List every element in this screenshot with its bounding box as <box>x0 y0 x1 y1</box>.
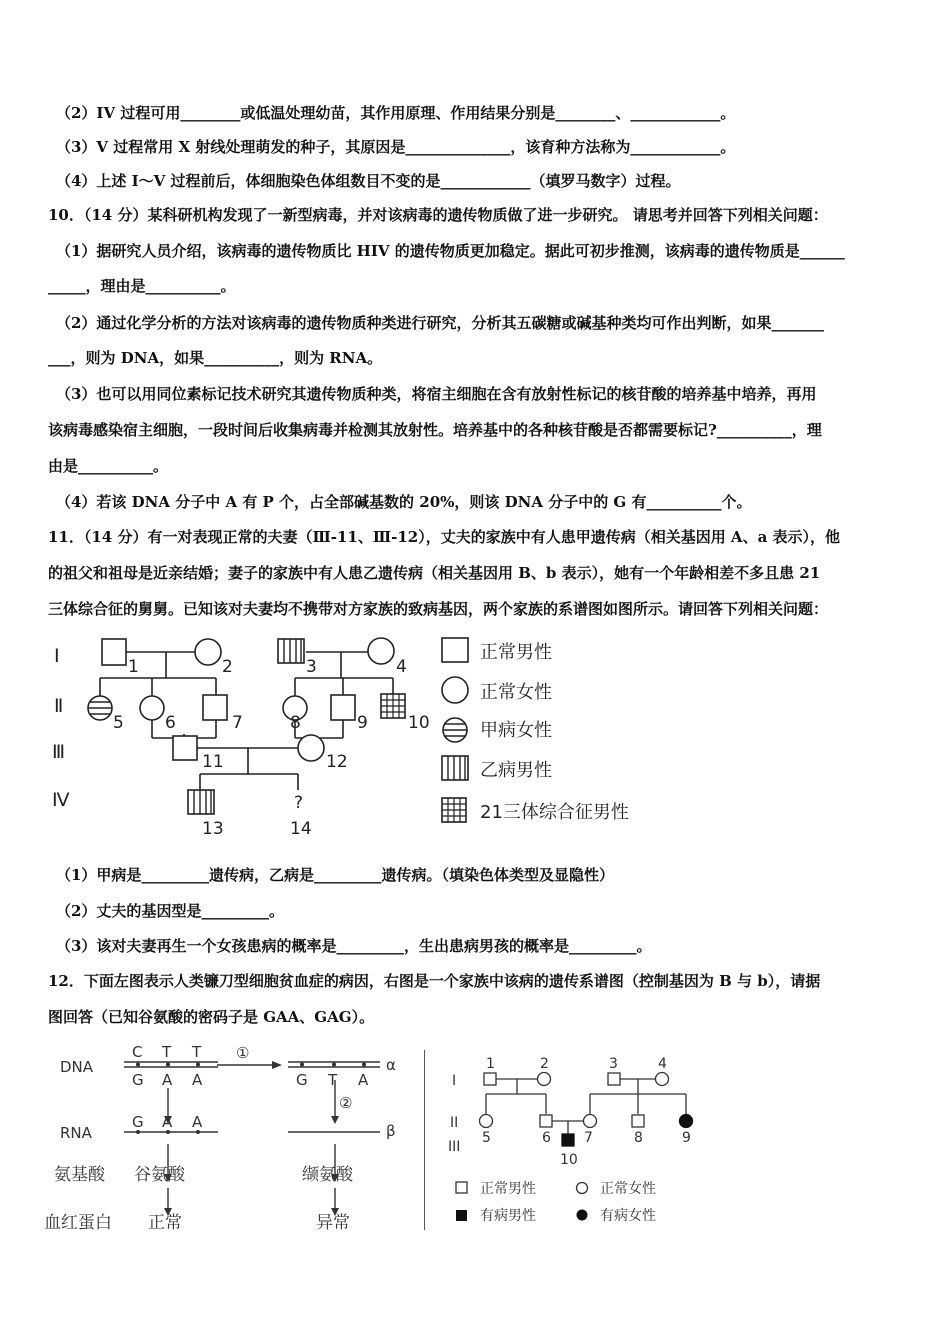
generation-label: I <box>452 1073 457 1089</box>
individual-5-normal-female <box>480 1115 493 1128</box>
base: G <box>132 1071 144 1089</box>
legend-disease-b-male-symbol <box>442 756 468 780</box>
question-10-heading: 10．（14 分）某科研机构发现了一新型病毒，并对该病毒的遗传物质做了进一步研究。 请思考并回答下列相关问题： <box>48 206 828 224</box>
text-line: （4）上述 I～V 过程前后，体细胞染色体组数目不变的是____________（填罗马数字）过程。 <box>56 172 681 190</box>
amino-acid-normal: 谷氨酸 <box>134 1165 185 1185</box>
hemoglobin-normal: 正常 <box>148 1213 182 1233</box>
individual-number: 8 <box>290 713 301 733</box>
text-line: 由是__________。 <box>48 457 169 475</box>
dna-mutation-diagram <box>40 1038 420 1238</box>
amino-acid-label: 氨基酸 <box>54 1165 105 1185</box>
legend-affected-female-symbol <box>577 1210 588 1221</box>
legend-label: 21三体综合征男性 <box>480 802 629 823</box>
individual-number: 8 <box>634 1130 643 1146</box>
individual-7-normal-male <box>203 695 227 720</box>
individual-number: 1 <box>486 1056 495 1072</box>
individual-1-normal-male <box>102 639 126 665</box>
individual-number: 14 <box>290 819 312 839</box>
individual-2-normal-female <box>538 1073 551 1086</box>
rna-label: RNA <box>60 1124 92 1142</box>
legend-label: 甲病女性 <box>480 720 552 741</box>
individual-6-normal-female <box>140 696 164 720</box>
dna-label: DNA <box>60 1058 94 1076</box>
text-line: 的祖父和祖母是近亲结婚；妻子的家族中有人患乙遗传病（相关基因用 B、b 表示），她有一个年龄相差不多且患 21 <box>48 564 821 582</box>
individual-number: 10 <box>408 713 430 733</box>
text-line: ___，则为 DNA，如果__________，则为 RNA。 <box>48 349 383 367</box>
text-line: （1）据研究人员介绍，该病毒的遗传物质比 HIV 的遗传物质更加稳定。据此可初步推测，该病毒的遗传物质是______ <box>56 242 845 260</box>
text-line: （1）甲病是_________遗传病，乙病是_________遗传病。（填染色体类型及显隐性） <box>56 866 614 884</box>
text-line: （2）通过化学分析的方法对该病毒的遗传物质种类进行研究，分析其五碳糖或碱基种类均可作出判断，如果_______ <box>56 314 824 332</box>
legend-label: 有病女性 <box>600 1208 656 1224</box>
individual-number: 5 <box>482 1130 491 1146</box>
individual-10-affected-male <box>562 1134 574 1146</box>
generation-label: Ⅲ <box>52 741 66 763</box>
individual-number: 9 <box>357 713 368 733</box>
base: T <box>162 1043 172 1061</box>
legend-label: 正常女性 <box>480 682 552 703</box>
individual-11-normal-male <box>173 736 197 760</box>
text-line: 该病毒感染宿主细胞，一段时间后收集病毒并检测其放射性。培养基中的各种核苷酸是否都需要标记?__________，理 <box>48 421 822 439</box>
legend-normal-male-symbol <box>442 638 468 662</box>
individual-4-normal-female <box>656 1073 669 1086</box>
text-line: （4）若该 DNA 分子中 A 有 P 个，占全部碱基数的 20%，则该 DNA 分子中的 G 有__________个。 <box>56 493 752 511</box>
text-line: （2）丈夫的基因型是_________。 <box>56 902 284 920</box>
individual-number: 3 <box>609 1056 618 1072</box>
legend-normal-female-symbol <box>442 677 468 703</box>
beta-label: β <box>386 1122 396 1140</box>
generation-label: Ⅱ <box>54 695 64 717</box>
individual-2-normal-female <box>195 639 221 665</box>
individual-number: 13 <box>202 819 224 839</box>
legend-label: 正常女性 <box>600 1181 656 1197</box>
base: C <box>132 1043 143 1061</box>
alpha-label: α <box>386 1056 396 1074</box>
individual-9-affected-female <box>680 1115 693 1128</box>
base: A <box>192 1071 203 1089</box>
individual-number: 6 <box>542 1130 551 1146</box>
step-2-label: ② <box>339 1094 353 1112</box>
individual-12-normal-female <box>298 735 324 761</box>
text-line: 图回答（已知谷氨酸的密码子是 GAA、GAG）。 <box>48 1008 375 1026</box>
individual-number: 6 <box>165 713 176 733</box>
question-11-heading: 11．（14 分）有一对表现正常的夫妻（Ⅲ-11、Ⅲ-12），丈夫的家族中有人患甲遗传病（相关基因用 A、a 表示），他 <box>48 528 841 546</box>
individual-number: 4 <box>658 1056 667 1072</box>
individual-number: 7 <box>232 713 243 733</box>
individual-number: 2 <box>222 657 233 677</box>
individual-number: 10 <box>560 1152 578 1168</box>
individual-3-disease-b-male <box>278 639 304 663</box>
individual-6-normal-male <box>540 1115 552 1127</box>
individual-number: 3 <box>306 657 317 677</box>
generation-label: III <box>448 1139 461 1155</box>
individual-number: 5 <box>113 713 124 733</box>
individual-9-normal-male <box>331 695 355 720</box>
base: G <box>132 1113 144 1131</box>
individual-number: 11 <box>202 752 224 772</box>
legend-label: 乙病男性 <box>480 760 552 781</box>
figure-divider <box>424 1050 425 1230</box>
individual-number: 1 <box>128 657 139 677</box>
individual-number: 4 <box>396 657 407 677</box>
individual-3-normal-male <box>608 1073 620 1085</box>
generation-label: II <box>450 1115 459 1131</box>
legend-normal-male-symbol <box>456 1182 467 1193</box>
base: T <box>192 1043 202 1061</box>
individual-8-normal-male <box>632 1115 644 1127</box>
individual-number: 7 <box>584 1130 593 1146</box>
legend-label: 有病男性 <box>480 1208 536 1224</box>
text-line: _____，理由是__________。 <box>48 277 236 295</box>
text-line: （3）也可以用同位素标记技术研究其遗传物质种类，将宿主细胞在含有放射性标记的核苷酸的培养基中培养，再用 <box>56 385 817 403</box>
base: A <box>162 1071 173 1089</box>
pedigree-chart-sickle-cell <box>440 1048 710 1233</box>
generation-label: Ⅰ <box>54 645 60 667</box>
hemoglobin-abnormal: 异常 <box>316 1213 350 1233</box>
text-line: （3）V 过程常用 X 射线处理萌发的种子，其原因是______________，该育种方法称为____________。 <box>56 138 736 156</box>
legend-label: 正常男性 <box>480 1181 536 1197</box>
generation-label: Ⅳ <box>52 789 70 811</box>
individual-number: 9 <box>682 1130 691 1146</box>
individual-number: 12 <box>326 752 348 772</box>
individual-13-disease-b-male <box>188 790 214 814</box>
individual-1-normal-male <box>484 1073 496 1085</box>
legend-normal-female-symbol <box>577 1183 588 1194</box>
individual-number: 2 <box>540 1056 549 1072</box>
legend-label: 正常男性 <box>480 642 552 663</box>
text-line: （2）IV 过程可用________或低温处理幼苗，其作用原理、作用结果分别是________、____________。 <box>56 104 736 122</box>
question-12-heading: 12．下面左图表示人类镰刀型细胞贫血症的病因，右图是一个家族中该病的遗传系谱图（控制基因为 B 与 b），请据 <box>48 972 821 990</box>
amino-acid-mutant: 缬氨酸 <box>302 1165 353 1185</box>
base: A <box>162 1113 173 1131</box>
text-line: （3）该对夫妻再生一个女孩患病的概率是_________，生出患病男孩的概率是_________。 <box>56 937 652 955</box>
base: G <box>296 1071 308 1089</box>
step-1-label: ① <box>236 1044 250 1062</box>
base: A <box>192 1113 203 1131</box>
individual-7-normal-female <box>584 1115 597 1128</box>
base: T <box>328 1071 338 1089</box>
text-line: 三体综合征的舅舅。已知该对夫妻均不携带对方家族的致病基因，两个家族的系谱图如图所示。请回答下列相关问题： <box>48 600 829 618</box>
unknown-mark: ? <box>294 793 304 813</box>
individual-4-normal-female <box>368 638 394 664</box>
legend-affected-male-symbol <box>456 1210 467 1221</box>
base: A <box>358 1071 369 1089</box>
hemoglobin-label: 血红蛋白 <box>44 1213 112 1233</box>
pedigree-chart-family <box>40 628 660 843</box>
